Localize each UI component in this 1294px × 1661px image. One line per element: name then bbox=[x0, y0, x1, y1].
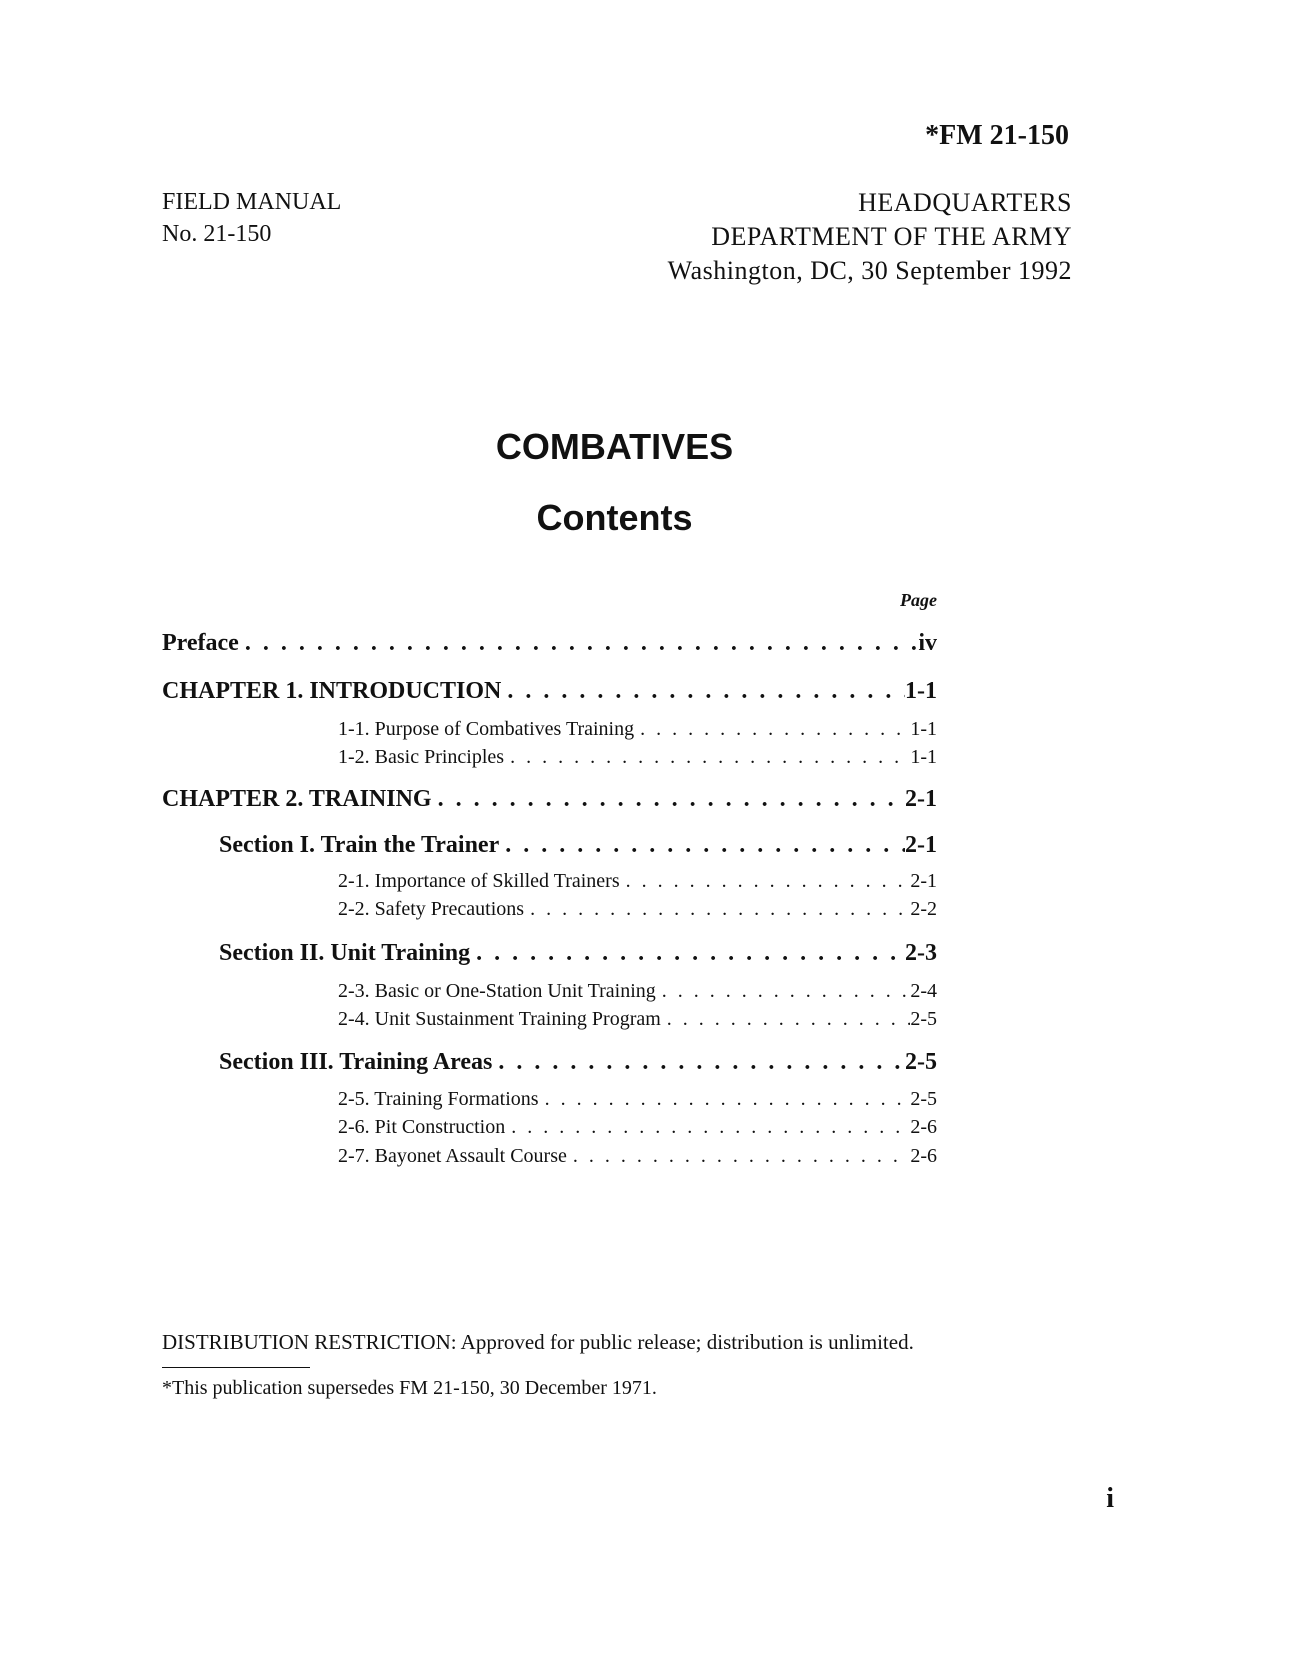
toc-page: 2-5 bbox=[905, 1049, 937, 1075]
toc-label: Section III. Training Areas bbox=[219, 1049, 493, 1075]
leader-dots bbox=[504, 746, 910, 769]
field-manual-number: No. 21-150 bbox=[162, 221, 272, 247]
toc-entry-section-3[interactable] bbox=[219, 1049, 937, 1076]
contents-heading: Contents bbox=[536, 497, 693, 538]
toc-page: 2-5 bbox=[910, 1008, 937, 1030]
toc-label: Preface bbox=[162, 630, 239, 656]
leader-dots bbox=[432, 786, 905, 813]
department-label: DEPARTMENT OF THE ARMY bbox=[711, 222, 1072, 251]
toc-label: 2-2. Safety Precautions bbox=[338, 898, 525, 920]
leader-dots bbox=[656, 980, 911, 1003]
toc-page: iv bbox=[918, 630, 937, 656]
toc-entry-2-4[interactable] bbox=[338, 1008, 937, 1031]
toc-page: 2-5 bbox=[910, 1088, 937, 1110]
toc-page: 2-1 bbox=[905, 832, 937, 858]
toc-page: 2-4 bbox=[910, 980, 937, 1002]
toc-entry-2-2[interactable] bbox=[338, 898, 937, 921]
toc-page: 1-1 bbox=[910, 718, 937, 740]
toc-page: 1-1 bbox=[905, 678, 937, 704]
leader-dots bbox=[524, 898, 910, 921]
toc-page: 2-6 bbox=[910, 1145, 937, 1167]
toc-page-column-heading: Page bbox=[900, 590, 937, 610]
headquarters-label: HEADQUARTERS bbox=[858, 188, 1072, 217]
leader-dots bbox=[567, 1145, 910, 1168]
toc-label: 2-3. Basic or One-Station Unit Training bbox=[338, 980, 656, 1002]
leader-dots bbox=[661, 1008, 911, 1031]
document-id: *FM 21-150 bbox=[925, 120, 1069, 151]
leader-dots bbox=[492, 1049, 905, 1076]
toc-label: 2-5. Training Formations bbox=[338, 1088, 539, 1110]
toc-page: 2-1 bbox=[910, 870, 937, 892]
toc-entry-2-5[interactable] bbox=[338, 1088, 937, 1111]
toc-entry-chapter-1[interactable] bbox=[162, 678, 937, 705]
toc-label: CHAPTER 1. INTRODUCTION bbox=[162, 678, 502, 704]
leader-dots bbox=[239, 630, 919, 657]
toc-entry-section-2[interactable] bbox=[219, 940, 937, 967]
field-manual-label: FIELD MANUAL bbox=[162, 189, 342, 215]
leader-dots bbox=[499, 832, 905, 859]
toc-page: 2-2 bbox=[910, 898, 937, 920]
toc-entry-2-7[interactable] bbox=[338, 1145, 937, 1168]
leader-dots bbox=[505, 1116, 910, 1139]
toc-entry-1-2[interactable] bbox=[338, 746, 937, 769]
toc-entry-2-1[interactable] bbox=[338, 870, 937, 893]
toc-entry-2-3[interactable] bbox=[338, 980, 937, 1003]
toc-page: 2-3 bbox=[905, 940, 937, 966]
leader-dots bbox=[539, 1088, 911, 1111]
document-title: COMBATIVES bbox=[495, 426, 734, 467]
toc-page: 2-6 bbox=[910, 1116, 937, 1138]
leader-dots bbox=[501, 678, 905, 705]
toc-label: 1-1. Purpose of Combatives Training bbox=[338, 718, 635, 740]
toc-label: CHAPTER 2. TRAINING bbox=[162, 786, 432, 812]
toc-label: 1-2. Basic Principles bbox=[338, 746, 505, 768]
toc-entry-preface[interactable] bbox=[162, 630, 937, 657]
toc-label: 2-1. Importance of Skilled Trainers bbox=[338, 870, 620, 892]
location-date: Washington, DC, 30 September 1992 bbox=[667, 256, 1072, 285]
toc-page: 1-1 bbox=[910, 746, 937, 768]
toc-label: 2-7. Bayonet Assault Course bbox=[338, 1145, 567, 1167]
toc-label: Section II. Unit Training bbox=[219, 940, 471, 966]
footnote-divider bbox=[162, 1367, 310, 1368]
toc-label: 2-4. Unit Sustainment Training Program bbox=[338, 1008, 661, 1030]
toc-page: 2-1 bbox=[905, 786, 937, 812]
toc-entry-1-1[interactable] bbox=[338, 718, 937, 741]
toc-label: Section I. Train the Trainer bbox=[219, 832, 500, 858]
toc-entry-section-1[interactable] bbox=[219, 832, 937, 859]
leader-dots bbox=[470, 940, 905, 967]
page-number: i bbox=[1106, 1483, 1114, 1514]
toc-entry-chapter-2[interactable] bbox=[162, 786, 937, 813]
toc-entry-2-6[interactable] bbox=[338, 1116, 937, 1139]
distribution-restriction: DISTRIBUTION RESTRICTION: Approved for public release; distribution is unlimited. bbox=[162, 1330, 914, 1354]
leader-dots bbox=[634, 718, 910, 741]
toc-label: 2-6. Pit Construction bbox=[338, 1116, 506, 1138]
footnote: *This publication supersedes FM 21-150, 30 December 1971. bbox=[162, 1377, 657, 1399]
leader-dots bbox=[620, 870, 911, 893]
